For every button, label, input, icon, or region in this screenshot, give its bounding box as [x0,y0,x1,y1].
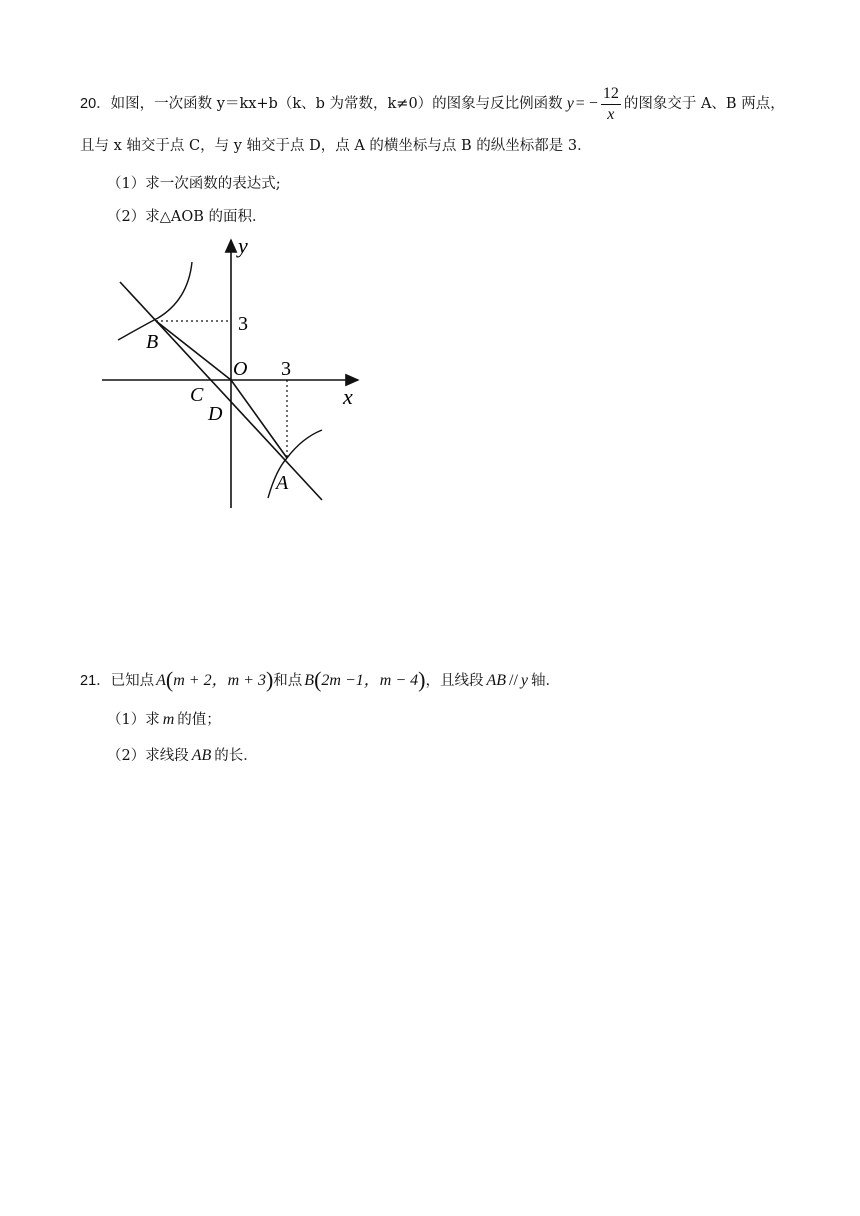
func-numerator: 12 [601,84,621,105]
paren-open: ( [165,667,174,692]
point-A-coords: m + 2，m + 3 [173,672,266,689]
label-point-C: C [190,384,204,406]
q21-part2-pre: （2）求线段 [107,748,189,764]
q21-part2-AB: AB [191,747,212,764]
q20-line2: 且与 x 轴交于点 C，与 y 轴交于点 D，点 A 的横坐标与点 B 的纵坐标都是 3． [80,138,592,154]
paren-close: ) [265,667,274,692]
q21-and: 和点 [273,673,303,689]
linear-function-line [120,282,322,500]
label-tick-y: 3 [238,313,248,335]
label-point-A: A [276,472,289,494]
q20-part1: （1）求一次函数的表达式; [107,176,281,192]
segment-OB [156,321,231,380]
q21-part1-post: 的值； [177,712,221,728]
q21-number: 21． [80,673,111,689]
point-B: B [304,672,315,689]
q21-part1 [107,708,221,729]
q21-line1 [80,664,560,697]
func-eq: = − [575,95,598,112]
q21-post1: ，且线段 [425,673,484,689]
q20-text-post: 的图象交于 A、B 两点， [623,96,785,112]
label-tick-x: 3 [281,358,291,380]
q20-part2: （2）求△AOB 的面积． [107,209,267,225]
q20-number: 20． [80,96,111,112]
label-origin: O [233,358,248,380]
paren-open: ( [314,667,322,692]
q21-part2 [107,744,258,765]
func-lhs: y [566,95,574,112]
segment-OA [231,380,287,458]
label-point-B: B [146,331,159,353]
q21-text-pre: 已知点 [110,673,155,689]
point-A: A [156,672,166,689]
q21-part1-pre: （1）求 [107,712,160,728]
label-y-axis: y [238,233,248,258]
point-B-coords: 2m −1，m − 4 [321,672,419,689]
parallel-symbol: // [509,672,518,689]
paren-close: ) [418,667,426,692]
q20-text-pre: 如图，一次函数 y＝kx+b（k、b 为常数，k≠0）的图象与反比例函数 [110,96,563,112]
label-point-D: D [208,403,223,425]
label-x-axis: x [343,384,353,409]
hyperbola-branch-upper-left [118,262,192,340]
y-axis-symbol: y [520,672,528,689]
func-denominator: x [607,105,615,123]
segment-AB: AB [486,672,506,689]
q21-part1-m: m [162,711,175,728]
q21-post2: 轴． [531,673,560,689]
q21-part2-post: 的长． [214,748,258,764]
